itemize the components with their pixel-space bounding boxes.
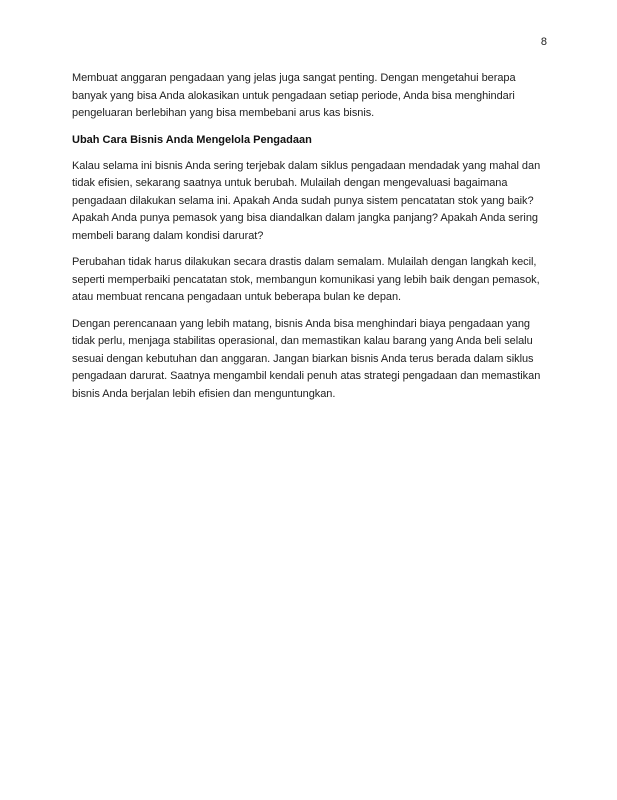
paragraph-evaluate: Kalau selama ini bisnis Anda sering terjebak dalam siklus pengadaan mendadak yang mahal dan tidak efisien, sekarang saatnya untuk berubah. Mulailah dengan mengevaluasi bagaimana pengadaan dilakukan selama ini. Apakah Anda sudah punya sistem pencatatan stok yang baik? Apakah Anda punya pemasok yang bisa diandalkan dalam jangka panjang? Apakah Anda sering membeli barang dalam kondisi darurat? xyxy=(72,159,541,242)
section-heading: Ubah Cara Bisnis Anda Mengelola Pengadaan xyxy=(72,133,312,146)
document-body xyxy=(72,70,550,412)
page-number: 8 xyxy=(540,36,547,48)
paragraph-small-steps: Perubahan tidak harus dilakukan secara drastis dalam semalam. Mulailah dengan langkah kecil, seperti memperbaiki pencatatan stok, membangun komunikasi yang lebih baik dengan pemasok, atau membuat rencana pengadaan untuk beberapa bulan ke depan. xyxy=(72,256,540,303)
paragraph-budget: Membuat anggaran pengadaan yang jelas juga sangat penting. Dengan mengetahui berapa banyak yang bisa Anda alokasikan untuk pengadaan setiap periode, Anda bisa menghindari pengeluaran berlebihan yang bisa membebani arus kas bisnis. xyxy=(72,72,516,119)
paragraph-conclusion: Dengan perencanaan yang lebih matang, bisnis Anda bisa menghindari biaya pengadaan yang tidak perlu, menjaga stabilitas operasional, dan memastikan kalau barang yang Anda beli selalu sesuai dengan kebutuhan dan anggaran. Jangan biarkan bisnis Anda terus berada dalam siklus pengadaan darurat. Saatnya mengambil kendali penuh atas strategi pengadaan dan memastikan bisnis Anda berjalan lebih efisien dan menguntungkan. xyxy=(72,317,541,400)
